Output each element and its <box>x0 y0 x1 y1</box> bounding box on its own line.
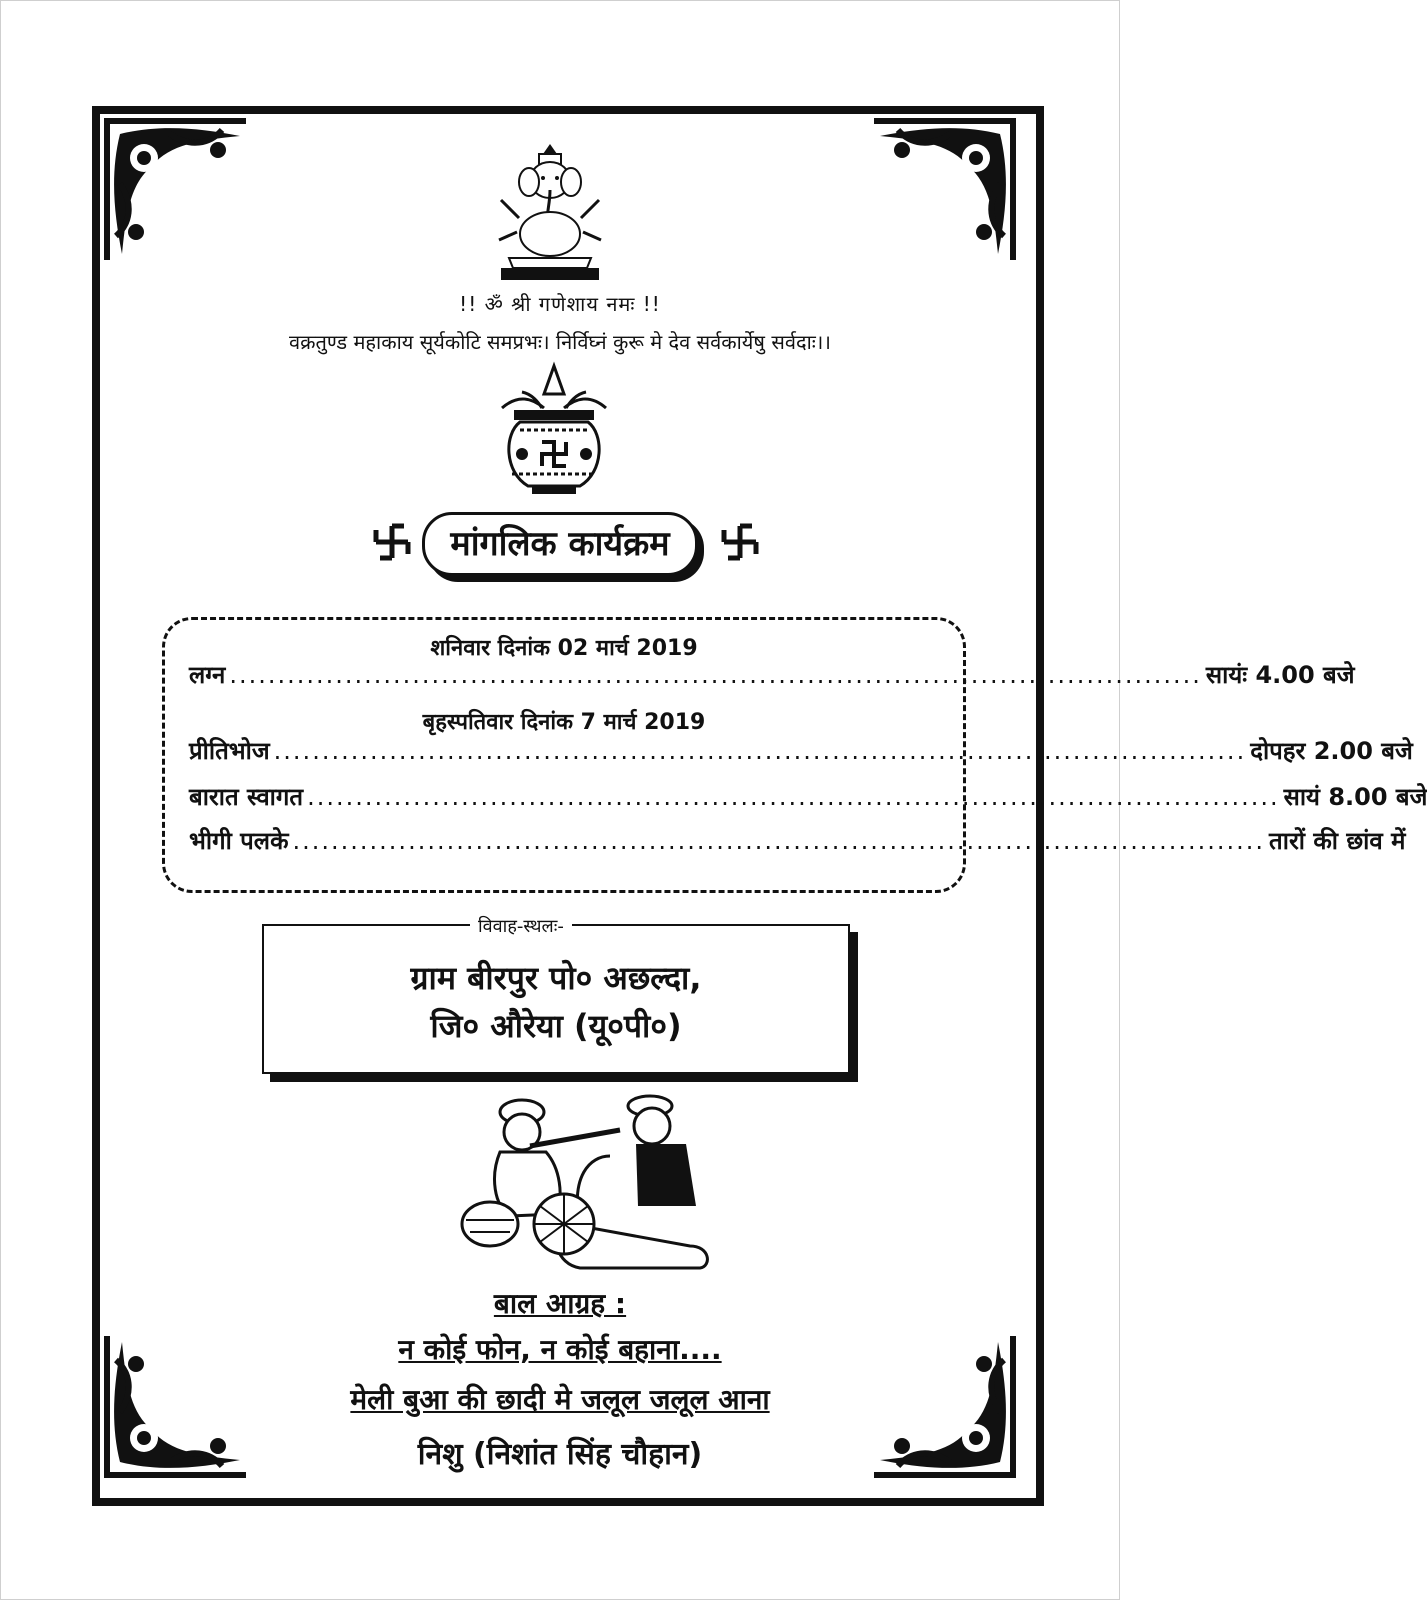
venue-box <box>262 924 850 1074</box>
dotted-leader: ..................................................................................................... <box>292 827 1266 855</box>
dotted-leader: ..................................................................................................... <box>307 783 1280 811</box>
event-time: सायं 8.00 बजे <box>1283 783 1427 811</box>
swastik-icon <box>720 522 760 562</box>
request-heading: बाल आग्रह : <box>493 1287 627 1320</box>
event-time: सायंः 4.00 बजे <box>1205 661 1355 689</box>
schedule-day-2: बृहस्पतिवार दिनांक 7 मार्च 2019 <box>422 710 706 735</box>
dotted-leader: ..................................................................................................... <box>273 737 1247 765</box>
kalash-icon <box>498 364 610 496</box>
schedule-row <box>189 734 1413 766</box>
title-row <box>0 512 1120 582</box>
event-label: लग्न <box>189 661 226 689</box>
mantra-line-2: वक्रतुण्ड महाकाय सूर्यकोटि समप्रभः। निर्विघ्नं कुरू मे देव सर्वकार्येषु सर्वदाः।। <box>289 330 831 354</box>
swastik-icon <box>372 522 412 562</box>
schedule-day-1: शनिवार दिनांक 02 मार्च 2019 <box>430 636 698 661</box>
corner-ornament-icon <box>870 114 1020 264</box>
schedule-row <box>189 780 1427 812</box>
venue-line-2: जि० औरेया (यू०पी०) <box>430 1007 682 1045</box>
schedule-row <box>189 658 1355 690</box>
dotted-leader: ..................................................................................................... <box>229 661 1202 689</box>
ganesha-icon <box>495 140 605 282</box>
schedule-row <box>189 824 1406 856</box>
event-label: भीगी पलके <box>189 827 289 855</box>
venue-line-1: ग्राम बीरपुर पो० अछल्दा, <box>410 959 702 997</box>
schedule-box <box>162 617 1427 893</box>
corner-ornament-icon <box>100 114 250 264</box>
event-time: तारों की छांव में <box>1269 827 1406 855</box>
request-line-2: मेली बुआ की छादी मे जलूल जलूल आना <box>350 1383 770 1416</box>
request-line-1: न कोई फोन, न कोई बहाना.... <box>398 1333 722 1366</box>
page-title: मांगलिक कार्यक्रम <box>422 512 698 576</box>
mantra-line-1: !! ॐ श्री गणेशाय नमः !! <box>459 292 661 316</box>
venue-label: विवाह-स्थलः- <box>470 914 572 938</box>
event-label: प्रीतिभोज <box>189 737 270 765</box>
event-time: दोपहर 2.00 बजे <box>1250 737 1413 765</box>
event-label: बारात स्वागत <box>189 783 304 811</box>
signature: निशु (निशांत सिंह चौहान) <box>417 1437 703 1472</box>
musicians-icon <box>460 1096 712 1270</box>
